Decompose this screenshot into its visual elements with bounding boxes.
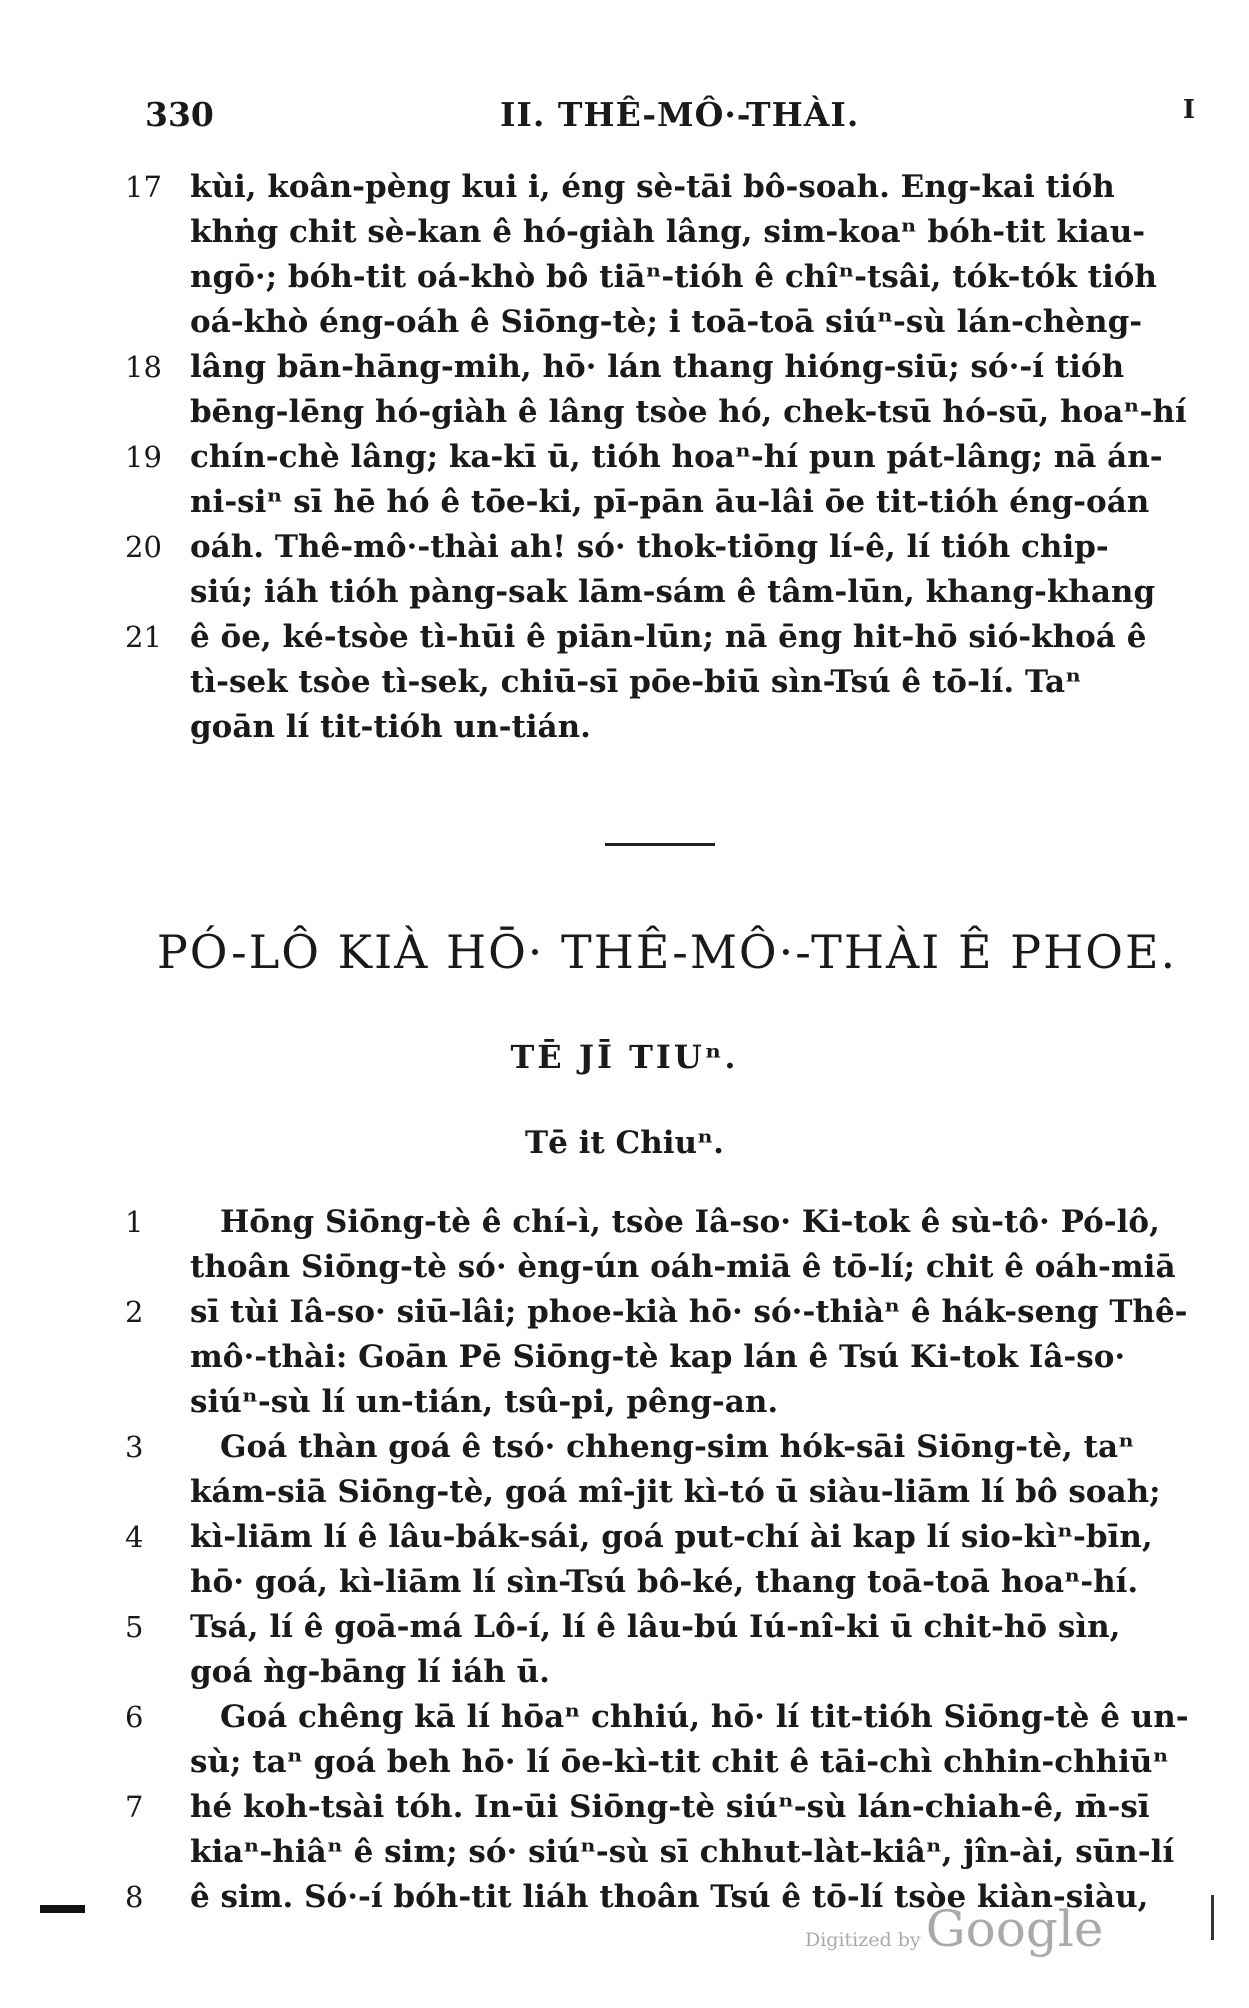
text-line: Goá thàn goá ê tsó· chheng-sim hók-sāi Siōng-tè, taⁿ <box>220 1429 1135 1465</box>
text-line: hō· goá, kì-liām lí sìn-Tsú bô-ké, thang toā-toā hoaⁿ-hí. <box>190 1564 1139 1600</box>
text-line: hé koh-tsài tóh. In-ūi Siōng-tè siúⁿ-sù lán-chiah-ê, m̄-sī <box>190 1789 1150 1825</box>
text-line: kám-siā Siōng-tè, goá mî-jit kì-tó ū siàu-liām lí bô soah; <box>190 1474 1161 1510</box>
text-line: ngō·; bóh-tit oá-khò bô tiāⁿ-tióh ê chîⁿ-tsâi, tók-tók tióh <box>190 259 1157 295</box>
digitized-label: Digitized by <box>805 1929 921 1951</box>
verse-number: 4 <box>125 1520 144 1554</box>
text-line: bēng-lēng hó-giàh ê lâng tsòe hó, chek-tsū hó-sū, hoaⁿ-hí <box>190 394 1187 430</box>
verse-number: 8 <box>125 1880 144 1914</box>
verse-number: 19 <box>125 440 162 474</box>
corner-mark: I <box>1182 95 1195 125</box>
text-line: Tsá, lí ê goā-má Lô-í, lí ê lâu-bú Iú-nî-ki ū chit-hō sìn, <box>190 1609 1121 1645</box>
section-heading: Tē it Chiuⁿ. <box>525 1125 724 1161</box>
page-number: 330 <box>145 95 214 134</box>
text-line: ê sim. Só·-í bóh-tit liáh thoân Tsú ê tō-lí tsòe kiàn-siàu, <box>190 1879 1149 1915</box>
text-line: khṅg chit sè-kan ê hó-giàh lâng, sim-koaⁿ bóh-tit kiau- <box>190 214 1146 250</box>
text-line: chín-chè lâng; ka-kī ū, tióh hoaⁿ-hí pun pát-lâng; nā án- <box>190 439 1163 475</box>
verse-number: 21 <box>125 620 162 654</box>
google-logo: Google <box>925 1900 1104 1958</box>
text-line: siú; iáh tióh pàng-sak lām-sám ê tâm-lūn, khang-khang <box>190 574 1156 610</box>
margin-tick-mark <box>1211 1895 1214 1940</box>
text-line: lâng bān-hāng-mih, hō· lán thang hióng-siū; só·-í tióh <box>190 349 1125 385</box>
running-title: II. THÊ-MÔ·-THÀI. <box>500 95 860 134</box>
text-line: sī tùi Iâ-so· siū-lâi; phoe-kià hō· só·-thiàⁿ ê hák-seng Thê- <box>190 1294 1188 1330</box>
chapter-heading: TĒ JĪ TIUⁿ. <box>510 1038 739 1076</box>
text-line: goá ǹg-bāng lí iáh ū. <box>190 1654 550 1690</box>
verse-number: 18 <box>125 350 162 384</box>
page-header <box>145 95 1195 145</box>
section-divider <box>605 843 715 846</box>
text-line: ni-siⁿ sī hē hó ê tōe-ki, pī-pān āu-lâi ōe tit-tióh éng-oán <box>190 484 1150 520</box>
text-line: kùi, koân-pèng kui i, éng sè-tāi bô-soah. Eng-kai tióh <box>190 169 1115 205</box>
verse-number: 6 <box>125 1700 144 1734</box>
text-line: kiaⁿ-hiâⁿ ê sim; só· siúⁿ-sù sī chhut-làt-kiâⁿ, jîn-ài, sūn-lí <box>190 1834 1175 1870</box>
digitized-by-footer <box>805 1900 1103 1958</box>
text-line: thoân Siōng-tè só· èng-ún oáh-miā ê tō-lí; chit ê oáh-miā <box>190 1249 1176 1285</box>
verse-number: 17 <box>125 170 162 204</box>
verse-number: 5 <box>125 1610 144 1644</box>
text-line: sù; taⁿ goá beh hō· lí ōe-kì-tit chit ê tāi-chì chhin-chhiūⁿ <box>190 1744 1169 1780</box>
text-line: kì-liām lí ê lâu-bák-sái, goá put-chí ài kap lí sio-kìⁿ-bīn, <box>190 1519 1153 1555</box>
margin-arrow-mark <box>40 1905 85 1913</box>
verse-number: 1 <box>125 1205 144 1239</box>
bottom-body-text <box>190 1200 1200 1920</box>
text-line: goān lí tit-tióh un-tián. <box>190 709 591 745</box>
verse-number: 3 <box>125 1430 144 1464</box>
epistle-title: PÓ-LÔ KIÀ HŌ· THÊ-MÔ·-THÀI Ê PHOE. <box>156 925 1178 979</box>
text-line: Goá chêng kā lí hōaⁿ chhiú, hō· lí tit-tióh Siōng-tè ê un- <box>220 1699 1189 1735</box>
text-line: ê ōe, ké-tsòe tì-hūi ê piān-lūn; nā ēng hit-hō sió-khoá ê <box>190 619 1147 655</box>
text-line: tì-sek tsòe tì-sek, chiū-sī pōe-biū sìn-Tsú ê tō-lí. Taⁿ <box>190 664 1082 700</box>
top-body-text <box>190 165 1200 750</box>
text-line: oá-khò éng-oáh ê Siōng-tè; i toā-toā siúⁿ-sù lán-chèng- <box>190 304 1143 340</box>
text-line: Hōng Siōng-tè ê chí-ì, tsòe Iâ-so· Ki-tok ê sù-tô· Pó-lô, <box>220 1204 1160 1240</box>
verse-number: 7 <box>125 1790 144 1824</box>
text-line: oáh. Thê-mô·-thài ah! só· thok-tiōng lí-ê, lí tióh chip- <box>190 529 1109 565</box>
text-line: mô·-thài: Goān Pē Siōng-tè kap lán ê Tsú Ki-tok Iâ-so· <box>190 1339 1126 1375</box>
verse-number: 2 <box>125 1295 144 1329</box>
text-line: siúⁿ-sù lí un-tián, tsû-pi, pêng-an. <box>190 1384 779 1420</box>
verse-number: 20 <box>125 530 162 564</box>
